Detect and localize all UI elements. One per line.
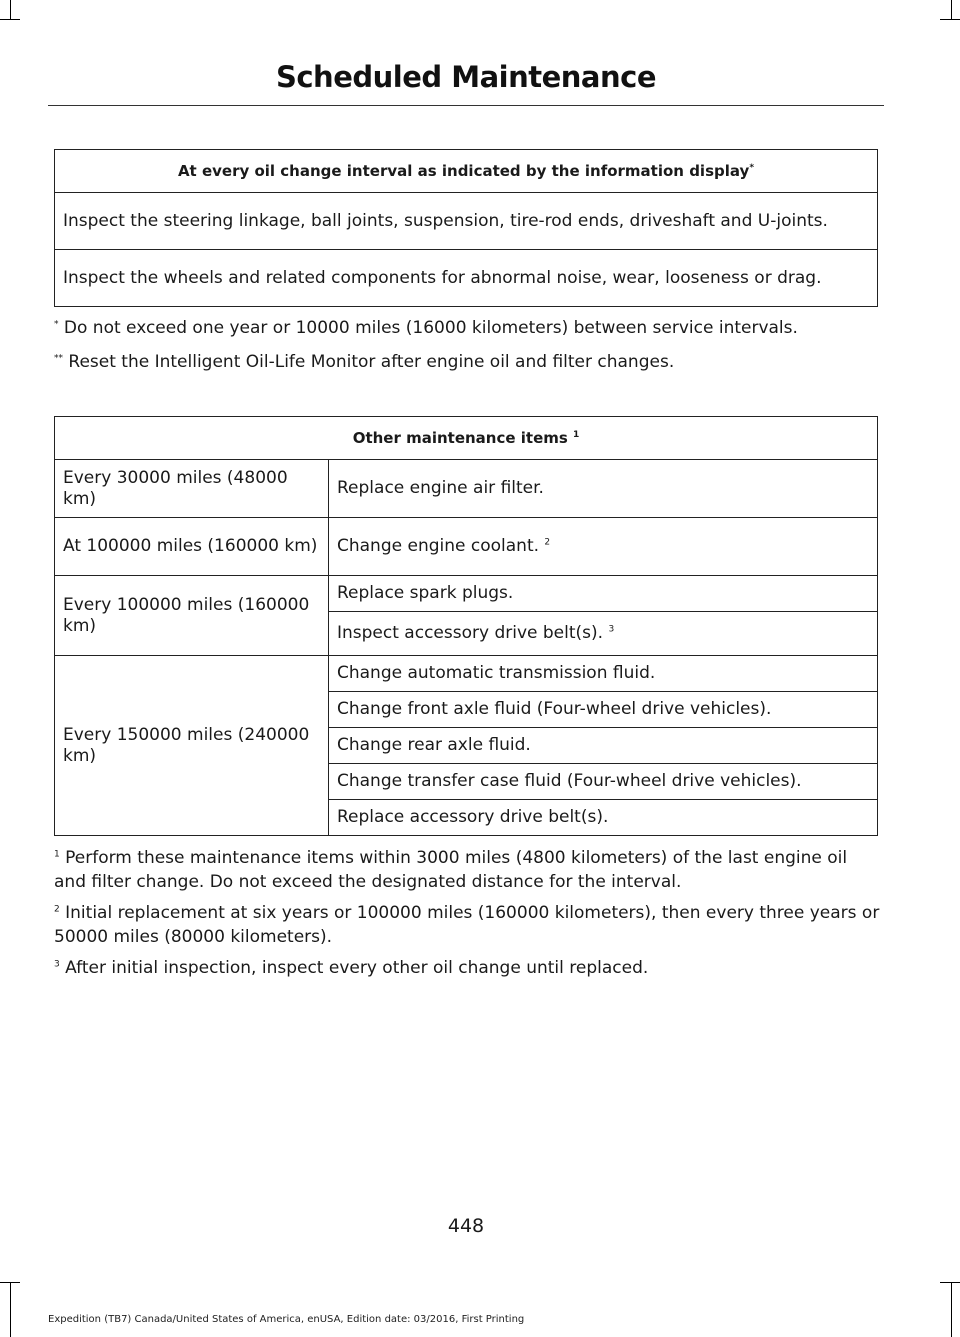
maintenance-item: Replace engine air filter. (329, 460, 878, 518)
crop-mark-top-right (951, 0, 952, 20)
crop-mark-bottom-right (951, 1282, 952, 1337)
footnote-mark: * (54, 319, 59, 330)
footnote-mark: 2 (544, 537, 551, 548)
interval-cell: Every 30000 miles (48000 km) (55, 460, 329, 518)
crop-mark-top-left (0, 19, 20, 20)
oil-change-interval-table (54, 149, 878, 307)
table-row: Inspect the wheels and related components for abnormal noise, wear, looseness or drag. (55, 250, 878, 307)
footnote-mark: 3 (54, 959, 60, 970)
footnote: ** Reset the Intelligent Oil-Life Monitor after engine oil and filter changes. (54, 352, 675, 372)
interval-cell: Every 150000 miles (240000 km) (55, 656, 329, 836)
page-number: 448 (447, 1215, 485, 1237)
maintenance-item: Change transfer case fluid (Four-wheel drive vehicles). (329, 764, 878, 800)
header-rule (48, 105, 884, 106)
footnote: $^2$ Initial replacement at six years or 100000 miles (160000 kilometers), then every three years or 50000 miles (80000 kilometers). (54, 903, 880, 947)
table-row: Inspect the steering linkage, ball joints, suspension, tire-rod ends, driveshaft and U-joints. (55, 193, 878, 250)
table-heading: Other maintenance items $^1$ (55, 417, 878, 460)
crop-mark-bottom-right (940, 1282, 960, 1283)
footnote-mark: 2 (54, 904, 60, 915)
maintenance-item: Replace accessory drive belt(s). (329, 800, 878, 836)
footer-text: Expedition (TB7) Canada/United States of America, enUSA, Edition date: 03/2016, First Printing (48, 1314, 525, 1325)
interval-cell: At 100000 miles (160000 km) (55, 518, 329, 576)
crop-mark-bottom-left (10, 1282, 11, 1337)
maintenance-item: Change engine coolant. $^2$ (329, 518, 878, 576)
footnote-mark: 1 (573, 430, 580, 440)
maintenance-item: Inspect accessory drive belt(s). $^3$ (329, 612, 878, 656)
table-heading: At every oil change interval as indicated by the information display* (55, 150, 878, 193)
interval-cell: Every 100000 miles (160000 km) (55, 576, 329, 656)
footnote-mark: 3 (608, 624, 615, 635)
crop-mark-top-right (940, 19, 960, 20)
crop-mark-bottom-left (0, 1282, 20, 1283)
crop-mark-top-left (10, 0, 11, 20)
footnote: $^3$ After initial inspection, inspect every other oil change until replaced. (54, 958, 649, 978)
maintenance-item: Change front axle fluid (Four-wheel drive vehicles). (329, 692, 878, 728)
footnote-mark: 1 (54, 849, 60, 860)
footnote-mark: * (749, 163, 755, 173)
maintenance-item: Change rear axle fluid. (329, 728, 878, 764)
page-title: Scheduled Maintenance (275, 60, 657, 94)
footnote: $^1$ Perform these maintenance items within 3000 miles (4800 kilometers) of the last engine oil and filter change. Do not exceed the designated distance for the interval. (54, 848, 848, 892)
other-maintenance-table (54, 416, 878, 836)
maintenance-item: Replace spark plugs. (329, 576, 878, 612)
footnote: * Do not exceed one year or 10000 miles (16000 kilometers) between service intervals. (54, 318, 798, 338)
footnote-mark: ** (54, 353, 63, 364)
maintenance-item: Change automatic transmission fluid. (329, 656, 878, 692)
